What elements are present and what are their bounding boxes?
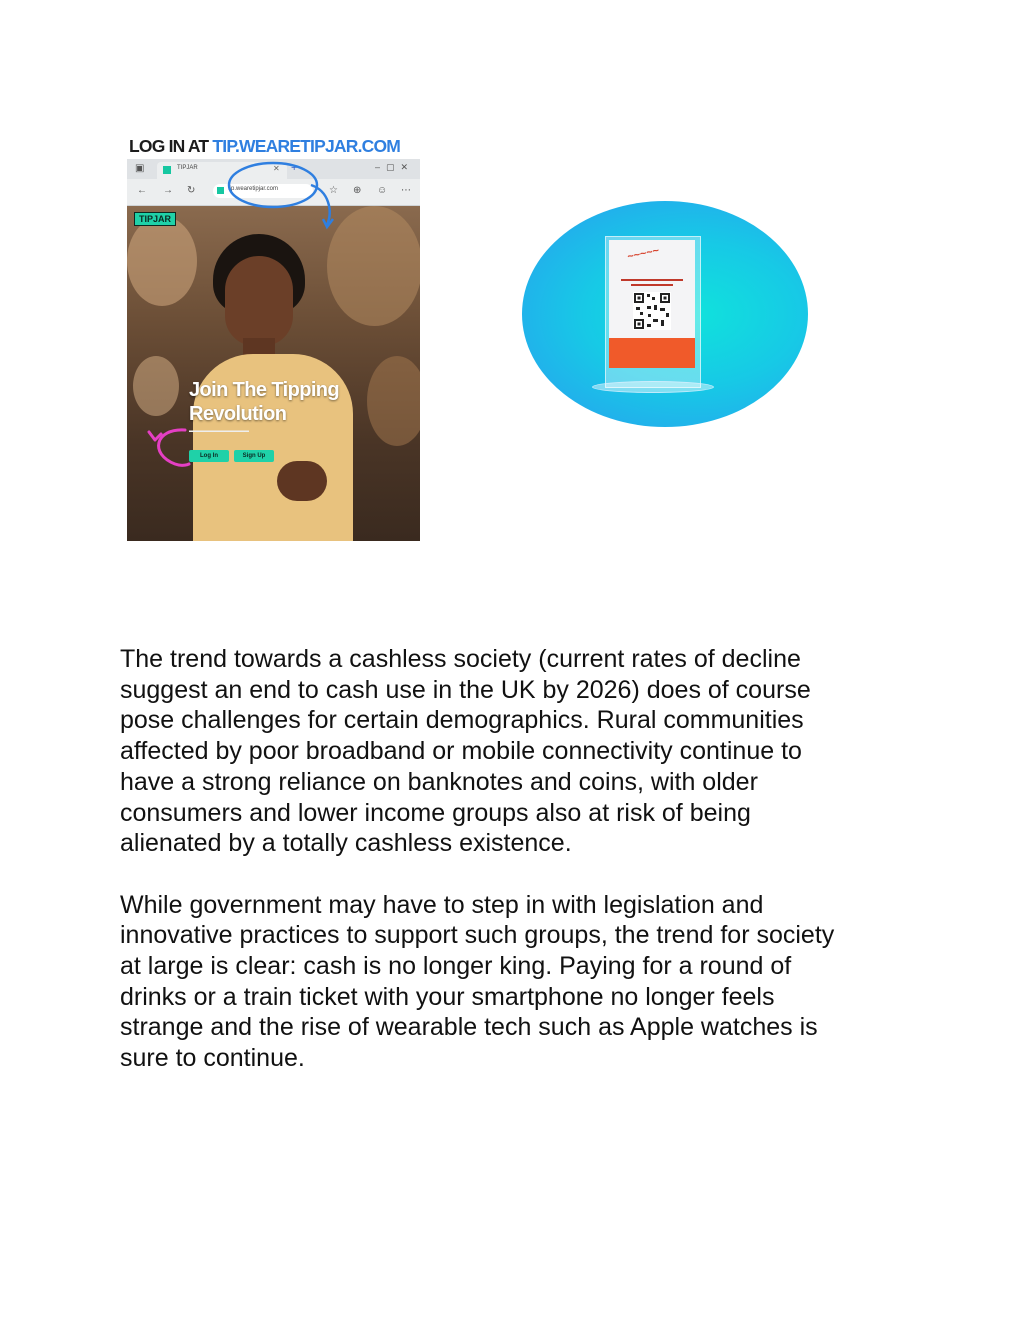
text-line: strange and the rise of wearable tech such as Apple watches is (120, 1013, 818, 1042)
text-line: suggest an end to cash use in the UK by 2026) does of course (120, 675, 811, 704)
tipjar-badge: TIPJAR (134, 212, 176, 226)
ad-headline-url: TIP.WEARETIPJAR.COM (212, 136, 401, 156)
back-arrow-icon: ← (137, 185, 147, 196)
text-line: affected by poor broadband or mobile connectivity continue to (120, 737, 802, 766)
card-prompt-lines (621, 278, 683, 288)
card-logo: ~~~~~ (626, 244, 661, 264)
text-line: sure to continue. (120, 1044, 305, 1073)
ad-headline-dark: LOG IN AT (129, 136, 213, 156)
text-line: alienated by a totally cashless existence. (120, 829, 572, 858)
window-controls-icon: –▢✕ (374, 162, 414, 172)
profile-icon: ☺ (377, 185, 388, 196)
qr-stand-image (522, 201, 808, 427)
background-blur (367, 356, 420, 446)
card-footer (609, 338, 695, 368)
plus-icon: + (291, 162, 298, 174)
qr-code-icon (633, 292, 671, 330)
woman-arm (277, 461, 327, 501)
text-line: drinks or a train ticket with your smartphone no longer feels (120, 982, 775, 1011)
tab-title: TIPJAR (177, 165, 198, 171)
extensions-icon: ⊕ (353, 185, 362, 196)
text-line: The trend towards a cashless society (current rates of decline (120, 645, 801, 673)
hero-heading-line: Join The Tipping (189, 379, 340, 401)
text-line: pose challenges for certain demographics. Rural communities (120, 706, 804, 735)
tipjar-ad-image (127, 133, 420, 541)
stand-base (592, 381, 714, 393)
text-line: have a strong reliance on banknotes and coins, with older (120, 767, 758, 796)
article-body (120, 644, 910, 1074)
blue-circle-annotation-icon (223, 151, 343, 241)
hero-heading-line: Revolution (189, 403, 287, 425)
forward-arrow-icon: → (163, 185, 173, 196)
text-line: consumers and lower income groups also at risk of being (120, 798, 751, 827)
background-blur (127, 216, 197, 306)
address-url: tip.wearetipjar.com (228, 186, 279, 192)
pink-arrow-icon (145, 424, 205, 470)
hero-heading (189, 378, 339, 426)
close-icon: ✕ (273, 164, 280, 173)
login-button: Log In (189, 450, 229, 462)
star-icon: ☆ (329, 185, 338, 196)
text-line: at large is clear: cash is no longer king. Paying for a round of (120, 952, 792, 981)
more-menu-icon: ⋯ (401, 185, 411, 196)
tipjar-favicon-icon (163, 166, 171, 174)
hero-subtext: ▬▬▬▬▬▬▬▬▬▬▬▬ (189, 428, 249, 434)
text-line: innovative practices to support such groups, the trend for society (120, 921, 835, 950)
reload-icon: ↻ (187, 185, 196, 196)
text-line: While government may have to step in with legislation and (120, 890, 764, 919)
hero-photo (127, 206, 420, 541)
article-paragraph-1 (120, 644, 910, 859)
signup-button: Sign Up (234, 450, 274, 462)
woman-face (225, 256, 293, 346)
background-blur (133, 356, 179, 416)
qr-card (609, 240, 695, 368)
window-menu-icon: ▣ (135, 163, 145, 174)
article-paragraph-2 (120, 890, 910, 1074)
